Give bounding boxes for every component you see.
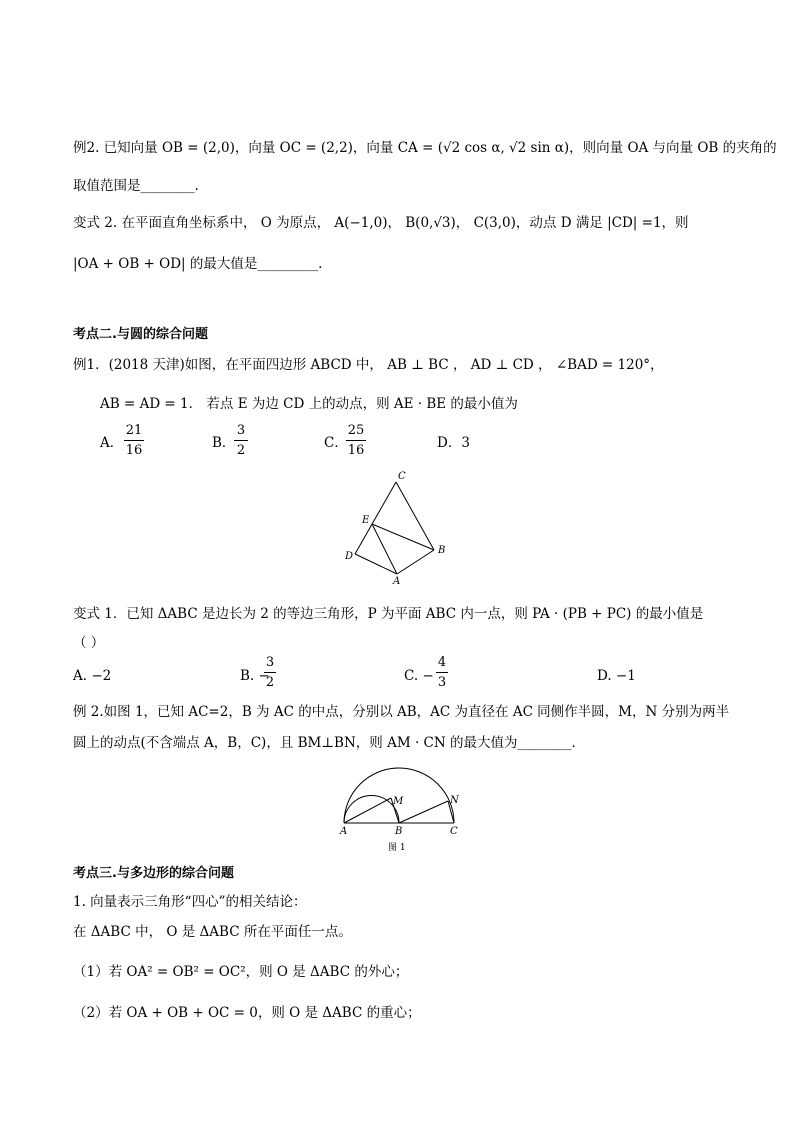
variant-1-option-d: D. −1 <box>597 668 636 684</box>
option-b-fraction <box>234 424 248 457</box>
variant-1-line-2: （ ） <box>73 635 105 651</box>
option-c-numerator: 25 <box>347 423 365 438</box>
edge-ad <box>355 554 397 574</box>
segment-bn <box>399 801 448 823</box>
label-m: M <box>393 796 404 807</box>
option-b-label: B． <box>212 435 236 451</box>
label-c: C <box>450 826 458 837</box>
edge-cb <box>396 482 434 550</box>
example-1-line-1: 例1．(2018 天津)如图，在平面四边形 ABCD 中， AB ⊥ BC ， AD ⊥ CD ， ∠BAD = 120°， <box>73 357 664 373</box>
example-1-line-2: AB = AD = 1． 若点 E 为边 CD 上的动点，则 AE · BE 的最小值为 <box>100 396 518 412</box>
example-2b-line-1: 例 2.如图 1，已知 AC=2，B 为 AC 的中点，分别以 AB，AC 为直径在 AC 同侧作半圆，M，N 分别为两半 <box>73 704 730 720</box>
variant-2-line-2: |OA + OB + OD| 的最大值是_________. <box>73 256 323 272</box>
segment-eb <box>372 524 434 550</box>
semicircle-figure <box>336 763 466 855</box>
fraction-bar <box>436 672 448 673</box>
variant-1-option-a: A. −2 <box>73 668 112 684</box>
label-c: C <box>398 471 406 482</box>
section-3-title: 考点三.与多边形的综合问题 <box>73 866 234 881</box>
variant-1-option-c-fraction <box>436 656 448 689</box>
variant-2-line-1: 变式 2. 在平面直角坐标系中， O 为原点， A(−1,0)， B(0,√3)， C(3,0)，动点 D 满足 |CD| =1，则 <box>73 215 689 231</box>
label-b: B <box>395 826 403 837</box>
section-2-title: 考点二.与圆的综合问题 <box>73 327 208 342</box>
variant-1-option-c-numerator: 4 <box>437 655 447 670</box>
option-c-label: C． <box>324 435 348 451</box>
example-2-line-1: 例2. 已知向量 OB = (2,0)，向量 OC = (2,2)，向量 CA = (√2 cos α, √2 sin α)，则向量 OA 与向量 OB 的夹角的 <box>73 140 777 156</box>
variant-1-option-b-label: B. − <box>240 668 270 684</box>
fraction-bar <box>346 440 366 441</box>
example-2-line-2: 取值范围是________. <box>73 178 199 194</box>
segment-am <box>344 798 391 823</box>
variant-1-option-b-numerator: 3 <box>265 655 275 670</box>
label-d: D <box>345 551 354 562</box>
fraction-bar <box>124 440 144 441</box>
quadrilateral-figure <box>338 466 458 588</box>
variant-1-option-c-denominator: 3 <box>437 675 447 690</box>
option-a-denominator: 16 <box>125 443 143 458</box>
segment-ea <box>372 524 397 574</box>
option-b-denominator: 2 <box>236 443 246 458</box>
example-2b-line-2: 圆上的动点(不含端点 A，B，C)，且 BM⊥BN，则 AM · CN 的最大值为________． <box>73 735 585 751</box>
fraction-bar <box>264 672 276 673</box>
variant-1-option-b-denominator: 2 <box>265 675 275 690</box>
edge-ba <box>397 550 434 574</box>
option-a-numerator: 21 <box>125 423 143 438</box>
label-b: B <box>438 545 446 556</box>
option-c-denominator: 16 <box>347 443 365 458</box>
label-n: N <box>450 795 459 806</box>
variant-1-line-1: 变式 1．已知 ΔABC 是边长为 2 的等边三角形，P 为平面 ABC 内一点，则 PA · (PB + PC) 的最小值是 <box>73 606 704 622</box>
label-a: A <box>393 576 401 587</box>
conclusion-1: （1）若 OA² = OB² = OC²，则 O 是 ΔABC 的外心； <box>73 964 409 980</box>
variant-1-option-b-fraction <box>264 656 276 689</box>
conclusion-2: （2）若 OA + OB + OC = 0，则 O 是 ΔABC 的重心； <box>73 1005 421 1021</box>
option-d: D．3 <box>437 435 470 451</box>
item-1-text: 1. 向量表示三角形“四心”的相关结论： <box>73 894 307 910</box>
variant-1-option-c-label: C. − <box>404 668 434 684</box>
option-c-fraction <box>346 424 366 457</box>
label-a: A <box>340 826 348 837</box>
label-e: E <box>362 515 370 526</box>
option-a-label: A． <box>100 435 124 451</box>
intro-text: 在 ΔABC 中， O 是 ΔABC 所在平面任一点。 <box>73 924 352 940</box>
fraction-bar <box>234 440 248 441</box>
option-a-fraction <box>124 424 144 457</box>
option-b-numerator: 3 <box>236 423 246 438</box>
figure-caption: 图 1 <box>388 843 406 853</box>
